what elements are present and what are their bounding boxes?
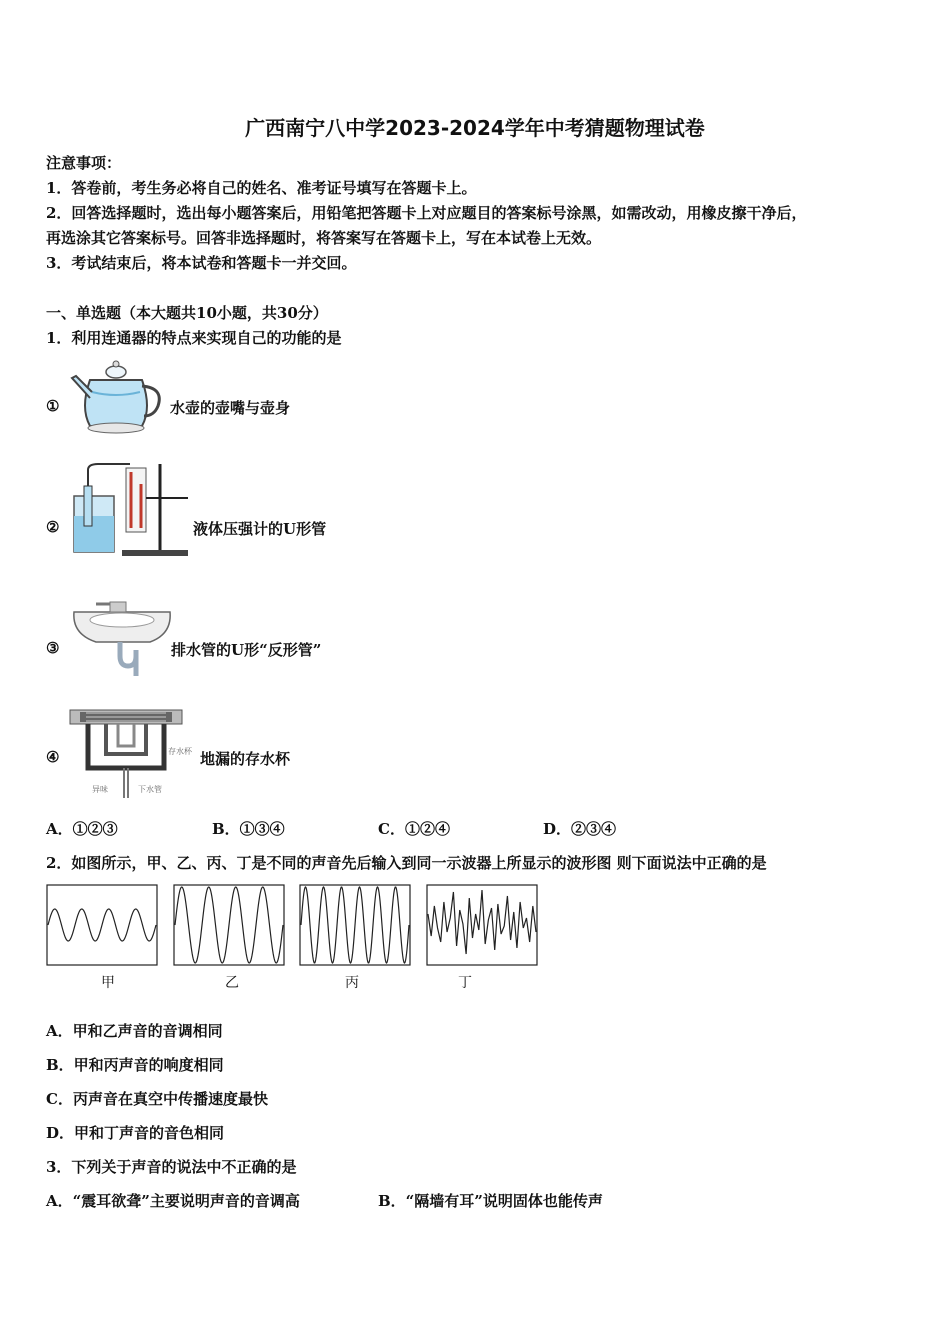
waveform-bing	[299, 884, 411, 966]
q1-item-4-num: ④	[46, 748, 60, 766]
q2-stem: 2．如图所示，甲、乙、丙、丁是不同的声音先后输入到同一示波器上所显示的波形图 则下面说法中正确的是	[46, 854, 767, 872]
drain-label-cup: 存水杯	[168, 747, 192, 756]
q1-item-4-text: 地漏的存水杯	[200, 750, 291, 768]
q3-option-b[interactable]: B．“隔墙有耳”说明固体也能传声	[378, 1192, 603, 1210]
q3-stem: 3．下列关于声音的说法中不正确的是	[46, 1158, 297, 1176]
teapot-icon	[68, 358, 164, 438]
q1-option-b[interactable]: B．①③④	[212, 820, 285, 838]
notice-item-1: 1．答卷前，考生务必将自己的姓名、准考证号填写在答题卡上。	[46, 179, 477, 197]
sink-trap-icon	[70, 600, 176, 680]
waveform-jia	[46, 884, 158, 966]
section-heading: 一、单选题（本大题共10小题，共30分）	[46, 304, 328, 322]
q2-option-b[interactable]: B．甲和丙声音的响度相同	[46, 1056, 224, 1074]
q1-item-2-num: ②	[46, 518, 60, 536]
waveform-yi	[173, 884, 285, 966]
q1-item-3-num: ③	[46, 639, 60, 657]
q1-item-1-text: 水壶的壶嘴与壶身	[170, 399, 291, 417]
notice-heading: 注意事项：	[46, 154, 122, 172]
waveform-ding	[426, 884, 538, 966]
wave-label-ding: 丁	[458, 975, 472, 991]
q1-item-2-text: 液体压强计的U形管	[193, 520, 327, 538]
q1-stem: 1．利用连通器的特点来实现自己的功能的是	[46, 329, 342, 347]
notice-item-3: 3．考试结束后，将本试卷和答题卡一并交回。	[46, 254, 357, 272]
wave-label-bing: 丙	[345, 975, 359, 991]
notice-item-2-cont: 再选涂其它答案标号。回答非选择题时，将答案写在答题卡上，写在本试卷上无效。	[46, 229, 602, 247]
q1-option-d[interactable]: D．②③④	[543, 820, 617, 838]
drain-label-odor: 异味	[92, 785, 108, 794]
q2-option-a[interactable]: A．甲和乙声音的音调相同	[46, 1022, 223, 1040]
notice-item-2: 2．回答选择题时，选出每小题答案后，用铅笔把答题卡上对应题目的答案标号涂黑，如需改动，用橡皮擦干净后，	[46, 204, 807, 222]
q2-option-c[interactable]: C．丙声音在真空中传播速度最快	[46, 1090, 268, 1108]
q3-option-a[interactable]: A．“震耳欲聋”主要说明声音的音调高	[46, 1192, 300, 1210]
q1-option-c[interactable]: C．①②④	[378, 820, 450, 838]
pressure-gauge-icon	[68, 462, 192, 558]
q1-item-1-num: ①	[46, 397, 60, 415]
drain-label-pipe: 下水管	[138, 785, 162, 794]
wave-label-yi: 乙	[225, 975, 239, 991]
page-title: 广西南宁八中学2023-2024学年中考猜题物理试卷	[245, 116, 705, 140]
q1-item-3-text: 排水管的U形“反形管”	[171, 641, 322, 659]
q2-option-d[interactable]: D．甲和丁声音的音色相同	[46, 1124, 225, 1142]
wave-label-jia: 甲	[101, 975, 115, 991]
q1-option-a[interactable]: A．①②③	[46, 820, 118, 838]
